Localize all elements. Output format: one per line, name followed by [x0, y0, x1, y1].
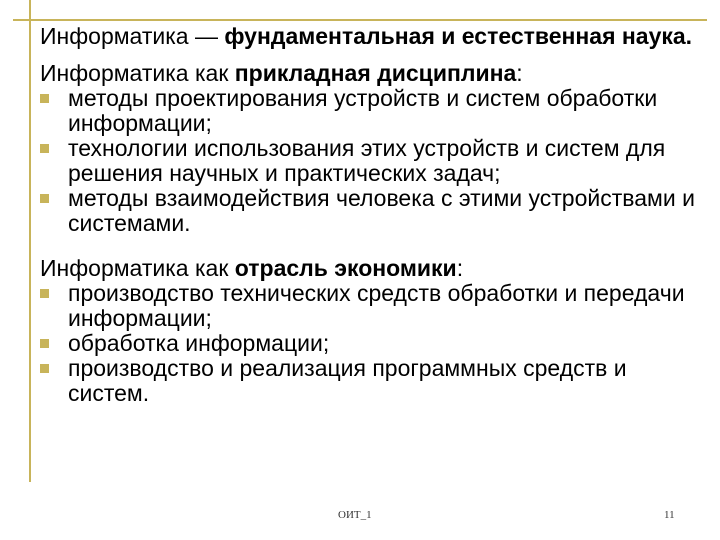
list-item	[40, 331, 710, 356]
list-item-text: обработка информации;	[68, 330, 330, 356]
square-bullet-icon	[40, 94, 49, 103]
list-item-text: методы проектирования устройств и систем обработки информации;	[68, 85, 658, 136]
list-item	[40, 356, 710, 406]
list-item-text: производство и реализация программных средств и систем.	[68, 355, 627, 406]
economy-list	[40, 281, 710, 406]
decorative-horizontal-line	[13, 19, 707, 21]
list-item	[40, 136, 710, 186]
footer-label: ОИТ_1	[338, 509, 372, 521]
economy-suffix: :	[456, 255, 464, 281]
list-item	[40, 281, 710, 331]
square-bullet-icon	[40, 289, 49, 298]
square-bullet-icon	[40, 364, 49, 373]
list-item	[40, 86, 710, 136]
decorative-vertical-line	[29, 0, 31, 482]
economy-prefix: Информатика как	[40, 255, 235, 281]
economy-bold: отрасль экономики	[234, 255, 457, 281]
list-item-text: методы взаимодействия человека с этими устройствами и системами.	[68, 185, 695, 236]
square-bullet-icon	[40, 339, 49, 348]
applied-suffix: :	[516, 60, 523, 86]
heading-fundamental-science	[40, 24, 710, 49]
list-item-text: технологии использования этих устройств и систем для решения научных и практических задач;	[68, 135, 666, 186]
applied-prefix: Информатика как	[40, 60, 235, 86]
square-bullet-icon	[40, 144, 49, 153]
list-item	[40, 186, 710, 236]
applied-list	[40, 86, 710, 236]
heading-applied-discipline	[40, 61, 710, 86]
heading-economy-sector	[40, 256, 710, 281]
list-item-text: производство технических средств обработки и передачи информации;	[68, 280, 685, 331]
square-bullet-icon	[40, 194, 49, 203]
applied-bold: прикладная дисциплина	[234, 60, 517, 86]
slide-content	[40, 24, 710, 406]
page-number: 11	[664, 509, 675, 521]
heading-prefix: Информатика —	[40, 23, 225, 49]
heading-bold: фундаментальная и естественная наука.	[224, 23, 693, 49]
